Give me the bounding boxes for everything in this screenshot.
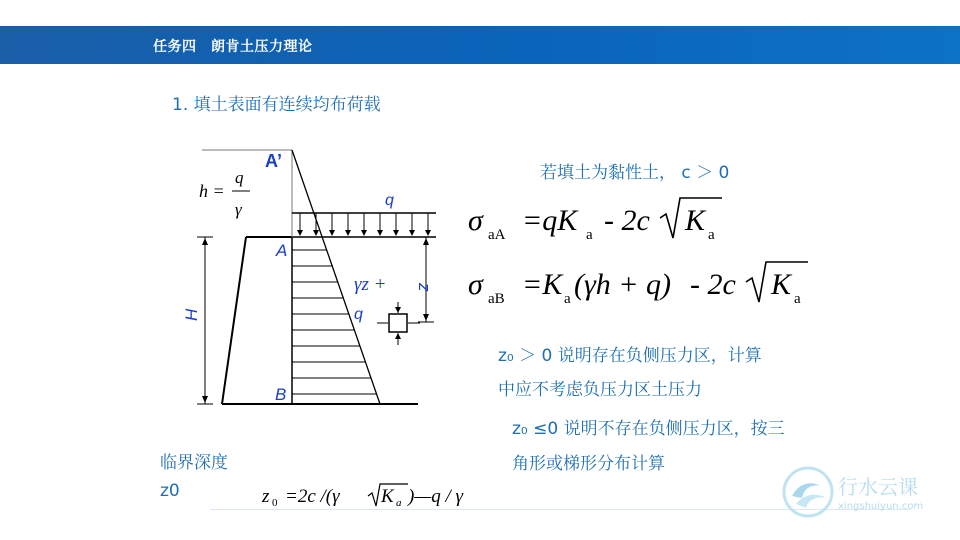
note-positive-z0-cont: 中应不考虑负压力区土压力	[498, 380, 702, 400]
note-nonpositive-z0-cont: 角形或梯形分布计算	[512, 454, 665, 474]
label-h-equals: h =	[199, 181, 225, 201]
header-title: 任务四 朗肯土压力理论	[153, 39, 313, 55]
crit-mid: =2c /(γ	[285, 486, 340, 507]
label-a: A	[276, 241, 288, 260]
critical-depth-symbol: z0	[160, 481, 180, 501]
critical-depth-label: 临界深度	[160, 453, 228, 473]
crit-z: z	[262, 486, 270, 507]
eq1-rhs-sub: a	[586, 227, 593, 243]
eq1-minus: - 2c	[604, 204, 650, 237]
note-nonpositive-z0: z₀ ≤0 说明不存在负侧压力区，按三	[512, 419, 785, 439]
label-a-prime: A’	[265, 151, 283, 171]
watermark-logo	[780, 462, 950, 522]
label-frac-den: γ	[235, 200, 242, 219]
label-q-top: q	[385, 192, 394, 209]
eq1-root-sub: a	[708, 227, 715, 243]
label-q-side: q	[354, 306, 363, 323]
label-gamma-z: γz +	[354, 274, 387, 295]
eq2-paren: (γh + q)	[574, 268, 672, 301]
crit-z-sub: 0	[272, 497, 278, 509]
eq2-rhs: =K	[522, 268, 563, 301]
crit-root: K	[381, 486, 394, 507]
section-title: 1. 填土表面有连续均布荷载	[172, 95, 381, 115]
eq2-sigma: σ	[468, 268, 483, 301]
crit-tail: )—q / γ	[408, 486, 463, 507]
label-z-dimension: z	[415, 283, 434, 292]
cohesive-condition: 若填土为黏性土， c ＞ 0	[540, 163, 730, 183]
eq1-rhs: =qK	[522, 204, 578, 237]
logo-cn-text: 行水云课	[838, 475, 918, 499]
crit-root-sub: a	[396, 497, 402, 509]
label-h-dimension: H	[182, 308, 201, 321]
label-b: B	[275, 385, 287, 404]
eq2-sub: aB	[488, 291, 505, 307]
eq2-root-sub: a	[794, 291, 801, 307]
eq1-sigma: σ	[468, 204, 483, 237]
wave-logo-icon	[784, 468, 832, 516]
eq1-root: K	[685, 204, 706, 237]
eq2-minus: - 2c	[690, 268, 736, 301]
note-positive-z0: z₀ ＞ 0 说明存在负侧压力区，计算	[498, 346, 762, 366]
logo-url-text: xingshuiyun.com	[838, 501, 924, 512]
label-frac-num: q	[235, 168, 244, 187]
eq2-rhs-sub: a	[564, 291, 571, 307]
eq1-sub: aA	[488, 227, 506, 243]
eq2-root: K	[771, 268, 792, 301]
